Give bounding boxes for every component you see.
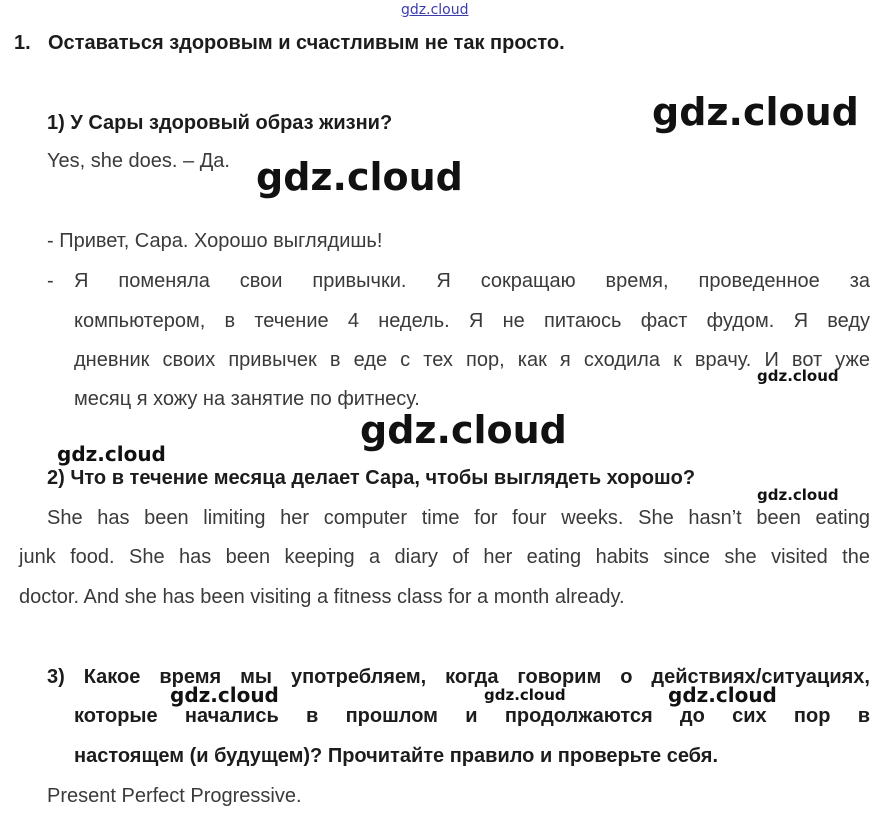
- answer-2-line-1: She has been limiting her computer time for four weeks. She hasn’t been eating: [47, 507, 870, 529]
- dialogue-line-greeting: - Привет, Сара. Хорошо выглядишь!: [47, 230, 383, 252]
- watermark-small-1: gdz.cloud: [757, 367, 839, 385]
- watermark-top-link[interactable]: gdz.cloud: [401, 2, 469, 18]
- watermark-big-2: gdz.cloud: [256, 155, 463, 199]
- dialogue-reply-line-3: дневник своих привычек в еде с тех пор, как я сходила к врачу. И вот уже: [74, 349, 870, 371]
- watermark-big-1: gdz.cloud: [652, 90, 859, 134]
- dialogue-reply-line-1: Я поменяла свои привычки. Я сокращаю время, проведенное за: [74, 270, 870, 292]
- dialogue-reply-line-2: компьютером, в течение 4 недель. Я не питаюсь фаст фудом. Я веду: [74, 310, 870, 332]
- dialogue-dash: -: [47, 270, 54, 292]
- dialogue-reply-line-4: месяц я хожу на занятие по фитнесу.: [74, 388, 420, 410]
- exercise-number: 1.: [14, 32, 31, 54]
- question-1: 1) У Сары здоровый образ жизни?: [47, 112, 393, 134]
- answer-1: Yes, she does. – Да.: [47, 150, 230, 172]
- question-3-line-2: которые начались в прошлом и продолжаются до сих пор в: [74, 705, 870, 727]
- watermark-big-3: gdz.cloud: [360, 408, 567, 452]
- watermark-medium-1: gdz.cloud: [57, 442, 166, 466]
- watermark-small-2: gdz.cloud: [757, 486, 839, 504]
- question-3-line-3: настоящем (и будущем)? Прочитайте правило и проверьте себя.: [74, 745, 718, 767]
- exercise-title: Оставаться здоровым и счастливым не так просто.: [48, 32, 565, 54]
- answer-2-line-3: doctor. And she has been visiting a fitness class for a month already.: [19, 586, 625, 608]
- watermark-small-3: gdz.cloud: [484, 686, 566, 704]
- answer-3: Present Perfect Progressive.: [47, 785, 302, 807]
- question-3-line-1: 3) Какое время мы употребляем, когда говорим о действиях/ситуациях,: [47, 666, 870, 688]
- watermark-medium-3: gdz.cloud: [668, 683, 777, 707]
- answer-2-line-2: junk food. She has been keeping a diary of her eating habits since she visited the: [19, 546, 870, 568]
- watermark-medium-2: gdz.cloud: [170, 683, 279, 707]
- question-2: 2) Что в течение месяца делает Сара, чтобы выглядеть хорошо?: [47, 467, 696, 489]
